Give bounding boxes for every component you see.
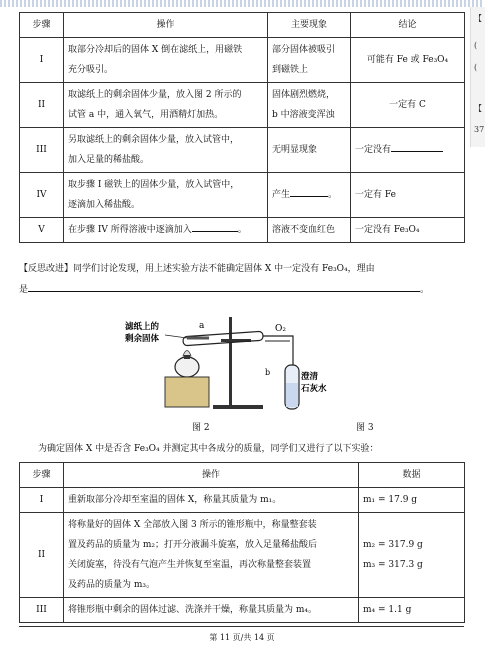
test-tube-b xyxy=(285,365,299,409)
conclusion-cell: 一定没有 xyxy=(351,128,465,173)
footer-divider xyxy=(19,626,464,627)
iron-stand xyxy=(213,317,263,409)
operation-cell: 在步骤 IV 所得溶液中逐滴加入 。 xyxy=(64,218,268,243)
side-mark: ( xyxy=(474,41,478,50)
operation-cell: 取步骤 I 磁铁上的固体少量，放入试管中， 逐滴加入稀盐酸。 xyxy=(64,173,268,218)
reflection-line-2: 是 。 xyxy=(19,281,469,298)
header-conclusion: 结论 xyxy=(351,13,465,38)
page-footer: 第 11 页/共 14 页 xyxy=(209,633,275,642)
step-cell: II xyxy=(20,83,64,128)
data-cell: m₂ = 317.9 g m₃ = 317.3 g xyxy=(359,513,465,598)
data-cell: m₁ = 17.9 g xyxy=(359,488,465,513)
table-header-row xyxy=(20,13,465,38)
step-cell: II xyxy=(20,513,64,598)
figure-label-o2: O₂ xyxy=(275,324,286,334)
side-mark: 【 xyxy=(474,14,482,23)
observation-cell: 固体剧烈燃烧， b 中溶液变浑浊 xyxy=(268,83,351,128)
figure-2-caption: 图 2 xyxy=(192,423,210,433)
table-row xyxy=(20,598,465,623)
figure-3-caption: 图 3 xyxy=(356,423,374,433)
answer-blank[interactable] xyxy=(290,186,328,197)
header-step: 步骤 xyxy=(20,13,64,38)
operation-cell: 重新取部分冷却至室温的固体 X，称量其质量为 m₁。 xyxy=(64,488,359,513)
reflection-line-1: 【反思改进】同学们讨论发现，用上述实验方法不能确定固体 X 中一定没有 Fe₃O₄，理由 xyxy=(19,264,375,274)
table-row xyxy=(20,38,465,83)
experiment-table-1 xyxy=(19,12,465,243)
figure-label-b: b xyxy=(265,368,271,377)
conclusion-cell: 可能有 Fe 或 Fe₃O₄ xyxy=(351,38,465,83)
adjacent-page-strip xyxy=(470,7,485,147)
operation-cell: 将称量好的固体 X 全部放入图 3 所示的锥形瓶中，称量整套装 置及药品的质量为 m₂；打开分液漏斗旋塞，放入足量稀盐酸后 关闭旋塞，待没有气泡产生并恢复至室温，再次称量整套装置 及药品的质量为 m₃。 xyxy=(64,513,359,598)
operation-cell: 取滤纸上的剩余固体少量，放入图 2 所示的 试管 a 中，通入氧气，用酒精灯加热。 xyxy=(64,83,268,128)
observation-cell: 溶液不变血红色 xyxy=(268,218,351,243)
table-row xyxy=(20,513,465,598)
experiment-table-2 xyxy=(19,462,465,623)
observation-cell: 部分固体被吸引 到磁铁上 xyxy=(268,38,351,83)
figure-label-a: a xyxy=(199,321,205,331)
header-observation: 主要现象 xyxy=(268,13,351,38)
figure-label-limewater-1: 澄清 xyxy=(301,372,319,382)
operation-cell: 将锥形瓶中剩余的固体过滤、洗涤并干燥，称量其质量为 m₄。 xyxy=(64,598,359,623)
step-cell: IV xyxy=(20,173,64,218)
step-cell: V xyxy=(20,218,64,243)
operation-cell: 取部分冷却后的固体 X 倒在滤纸上，用磁铁 充分吸引。 xyxy=(64,38,268,83)
wooden-block xyxy=(165,377,209,407)
side-mark: ( xyxy=(474,63,478,72)
step-cell: III xyxy=(20,598,64,623)
intro-text: 为确定固体 X 中是否含 Fe₃O₄ 并测定其中各成分的质量，同学们又进行了以下实验： xyxy=(38,444,379,454)
conclusion-cell: 一定没有 Fe₃O₄ xyxy=(351,218,465,243)
table-header-row xyxy=(20,463,465,488)
test-tube-a xyxy=(183,331,263,346)
answer-blank[interactable] xyxy=(28,281,420,292)
alcohol-lamp xyxy=(175,351,199,378)
side-mark: 37 xyxy=(474,125,485,134)
table-row xyxy=(20,218,465,243)
observation-cell: 无明显现象 xyxy=(268,128,351,173)
header-operation: 操作 xyxy=(64,463,359,488)
observation-cell: 产生 。 xyxy=(268,173,351,218)
page-top-border xyxy=(0,0,484,7)
data-cell: m₄ = 1.1 g xyxy=(359,598,465,623)
figure-label-solid-2: 剩余固体 xyxy=(125,334,160,344)
figure-label-solid: 滤纸上的 xyxy=(125,322,160,332)
step-cell: III xyxy=(20,128,64,173)
conclusion-cell: 一定有 C xyxy=(351,83,465,128)
apparatus-figure xyxy=(125,311,327,412)
table-row xyxy=(20,488,465,513)
step-cell: I xyxy=(20,488,64,513)
header-data: 数据 xyxy=(359,463,465,488)
conclusion-cell: 一定有 Fe xyxy=(351,173,465,218)
answer-blank[interactable] xyxy=(391,141,443,152)
side-mark: 【 xyxy=(474,104,482,113)
header-step: 步骤 xyxy=(20,463,64,488)
table-row xyxy=(20,173,465,218)
figure-label-limewater-2: 石灰水 xyxy=(301,384,327,394)
operation-cell: 另取滤纸上的剩余固体少量，放入试管中， 加入足量的稀盐酸。 xyxy=(64,128,268,173)
table-row xyxy=(20,128,465,173)
step-cell: I xyxy=(20,38,64,83)
header-operation: 操作 xyxy=(64,13,268,38)
answer-blank[interactable] xyxy=(192,221,238,232)
table-row xyxy=(20,83,465,128)
